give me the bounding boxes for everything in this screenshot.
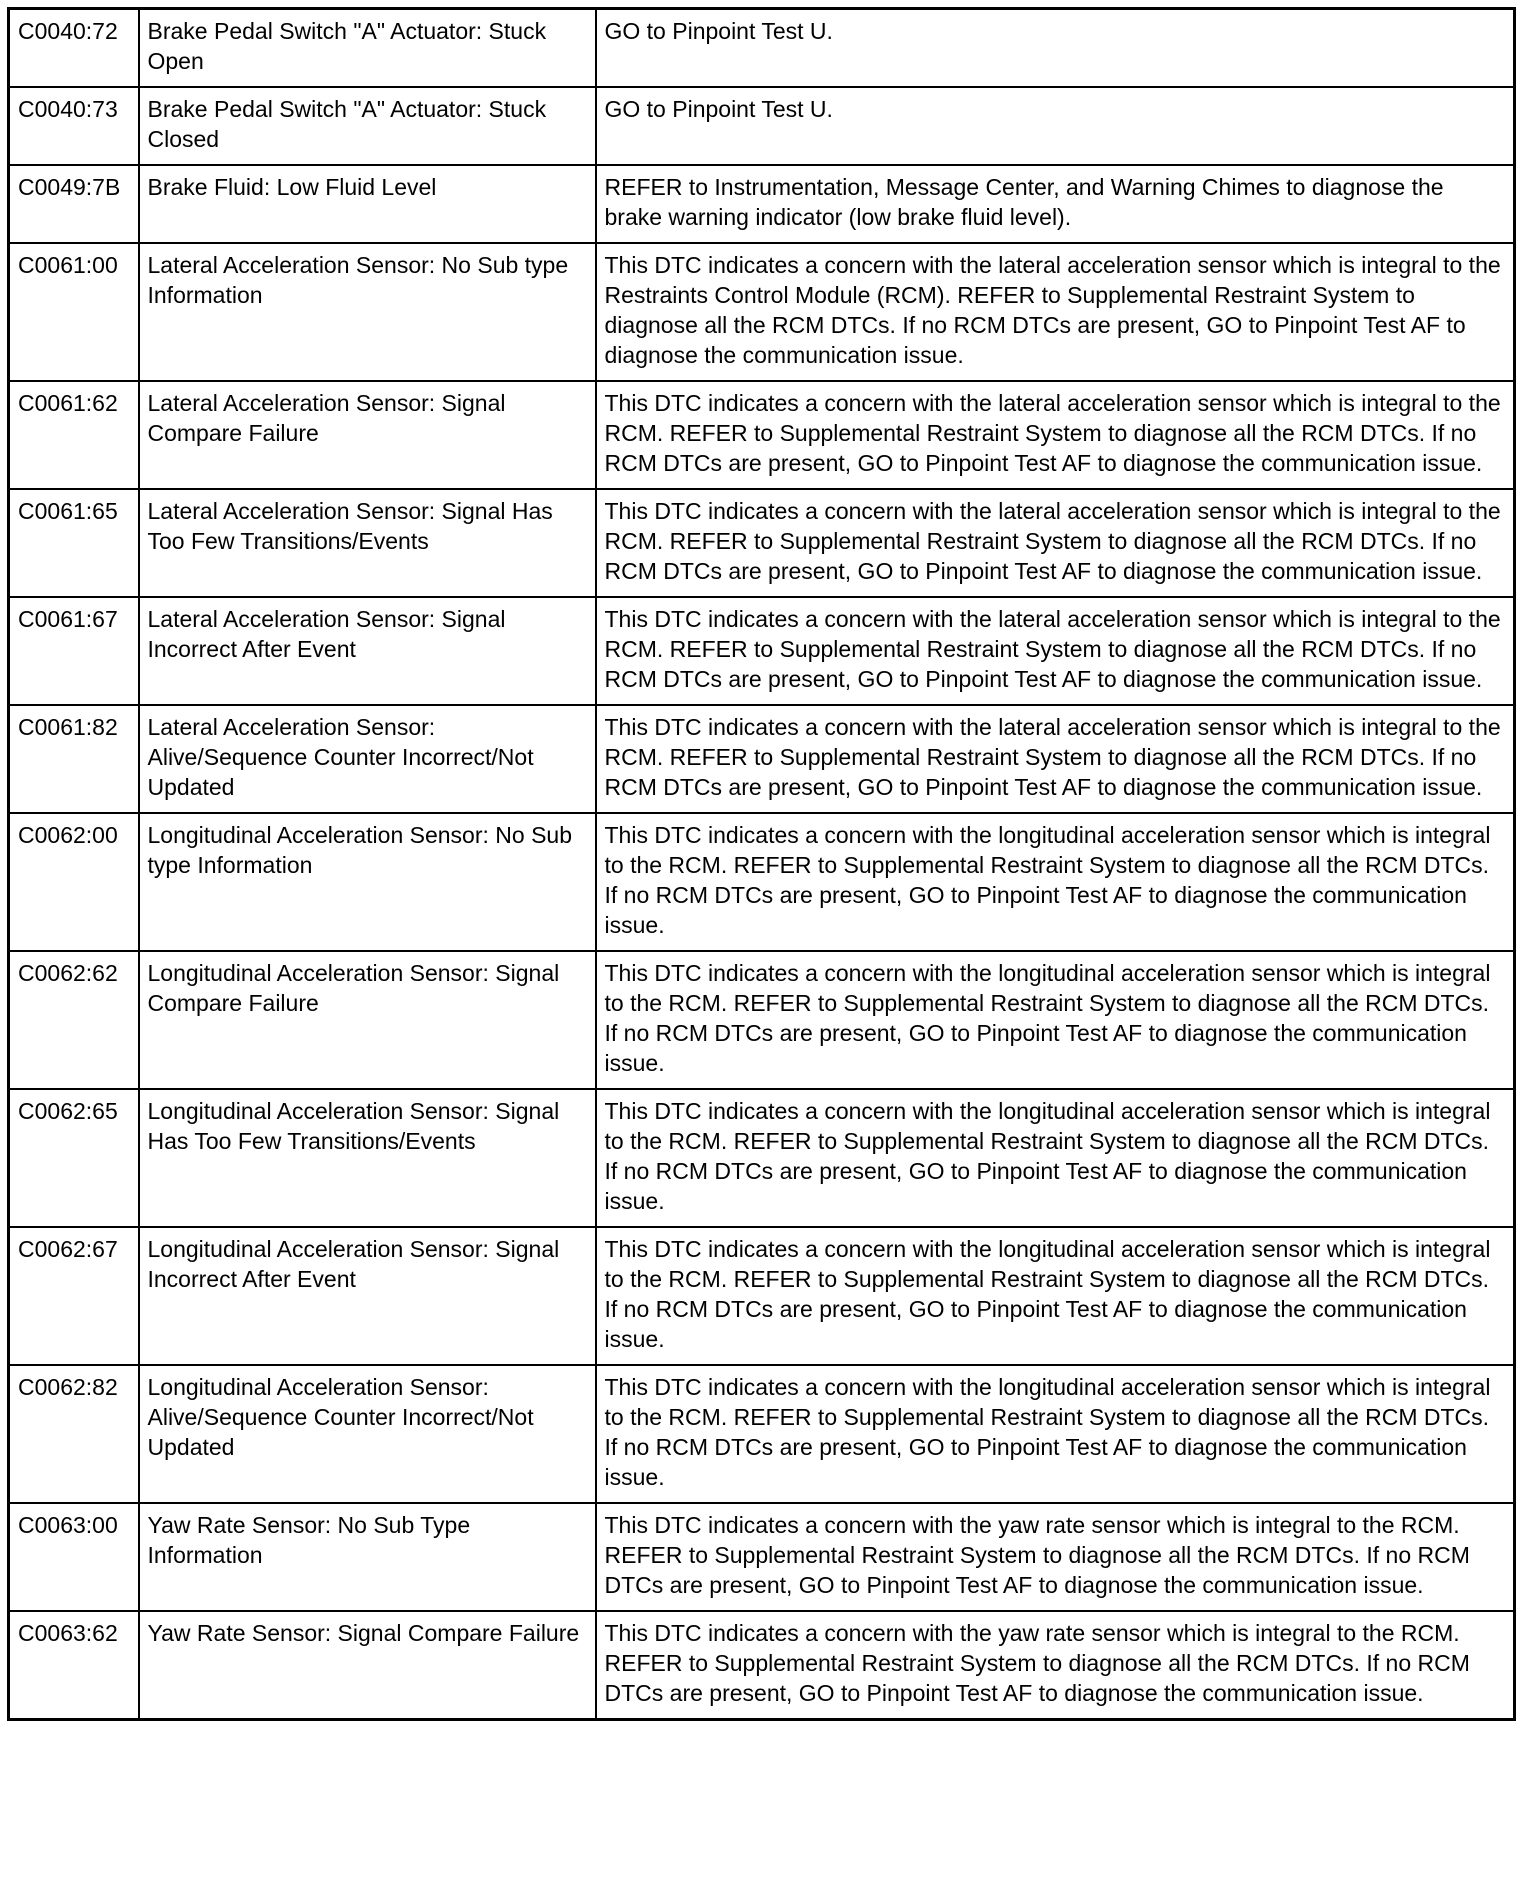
dtc-action-cell: This DTC indicates a concern with the yaw rate sensor which is integral to the RCM. REFER to Supplemental Restraint System to diagnose all the RCM DTCs. If no RCM DTCs are present, GO to Pinpoint Test AF to diagnose the communication issue.: [596, 1611, 1515, 1720]
dtc-table: [7, 7, 1516, 1721]
dtc-description-cell: Brake Pedal Switch "A" Actuator: Stuck Open: [139, 9, 596, 88]
dtc-code-cell: C0061:67: [9, 597, 139, 705]
table-row: [9, 1503, 1515, 1611]
dtc-action-cell: This DTC indicates a concern with the lateral acceleration sensor which is integral to the RCM. REFER to Supplemental Restraint System to diagnose all the RCM DTCs. If no RCM DTCs are present, GO to Pinpoint Test AF to diagnose the communication issue.: [596, 705, 1515, 813]
dtc-action-cell: This DTC indicates a concern with the lateral acceleration sensor which is integral to the RCM. REFER to Supplemental Restraint System to diagnose all the RCM DTCs. If no RCM DTCs are present, GO to Pinpoint Test AF to diagnose the communication issue.: [596, 597, 1515, 705]
dtc-description-cell: Lateral Acceleration Sensor: Alive/Sequence Counter Incorrect/Not Updated: [139, 705, 596, 813]
table-row: [9, 489, 1515, 597]
dtc-code-cell: C0040:72: [9, 9, 139, 88]
dtc-action-cell: GO to Pinpoint Test U.: [596, 9, 1515, 88]
dtc-description-cell: Lateral Acceleration Sensor: Signal Incorrect After Event: [139, 597, 596, 705]
dtc-code-cell: C0061:65: [9, 489, 139, 597]
dtc-code-cell: C0063:62: [9, 1611, 139, 1720]
dtc-description-cell: Yaw Rate Sensor: Signal Compare Failure: [139, 1611, 596, 1720]
table-row: [9, 597, 1515, 705]
dtc-code-cell: C0063:00: [9, 1503, 139, 1611]
table-row: [9, 813, 1515, 951]
table-row: [9, 705, 1515, 813]
dtc-action-cell: This DTC indicates a concern with the longitudinal acceleration sensor which is integral to the RCM. REFER to Supplemental Restraint System to diagnose all the RCM DTCs. If no RCM DTCs are present, GO to Pinpoint Test AF to diagnose the communication issue.: [596, 1227, 1515, 1365]
dtc-action-cell: This DTC indicates a concern with the longitudinal acceleration sensor which is integral to the RCM. REFER to Supplemental Restraint System to diagnose all the RCM DTCs. If no RCM DTCs are present, GO to Pinpoint Test AF to diagnose the communication issue.: [596, 951, 1515, 1089]
table-row: [9, 381, 1515, 489]
dtc-action-cell: This DTC indicates a concern with the lateral acceleration sensor which is integral to the RCM. REFER to Supplemental Restraint System to diagnose all the RCM DTCs. If no RCM DTCs are present, GO to Pinpoint Test AF to diagnose the communication issue.: [596, 381, 1515, 489]
dtc-description-cell: Longitudinal Acceleration Sensor: Alive/Sequence Counter Incorrect/Not Updated: [139, 1365, 596, 1503]
dtc-action-cell: This DTC indicates a concern with the lateral acceleration sensor which is integral to the RCM. REFER to Supplemental Restraint System to diagnose all the RCM DTCs. If no RCM DTCs are present, GO to Pinpoint Test AF to diagnose the communication issue.: [596, 489, 1515, 597]
dtc-action-cell: This DTC indicates a concern with the lateral acceleration sensor which is integral to the Restraints Control Module (RCM). REFER to Supplemental Restraint System to diagnose all the RCM DTCs. If no RCM DTCs are present, GO to Pinpoint Test AF to diagnose the communication issue.: [596, 243, 1515, 381]
dtc-code-cell: C0049:7B: [9, 165, 139, 243]
dtc-description-cell: Longitudinal Acceleration Sensor: Signal Has Too Few Transitions/Events: [139, 1089, 596, 1227]
table-row: [9, 87, 1515, 165]
dtc-table-body: [9, 9, 1515, 1720]
dtc-description-cell: Longitudinal Acceleration Sensor: Signal Incorrect After Event: [139, 1227, 596, 1365]
table-row: [9, 9, 1515, 88]
table-row: [9, 1227, 1515, 1365]
dtc-description-cell: Longitudinal Acceleration Sensor: No Sub type Information: [139, 813, 596, 951]
dtc-code-cell: C0061:62: [9, 381, 139, 489]
dtc-code-cell: C0062:65: [9, 1089, 139, 1227]
table-row: [9, 1365, 1515, 1503]
table-row: [9, 951, 1515, 1089]
table-row: [9, 1089, 1515, 1227]
dtc-action-cell: This DTC indicates a concern with the longitudinal acceleration sensor which is integral to the RCM. REFER to Supplemental Restraint System to diagnose all the RCM DTCs. If no RCM DTCs are present, GO to Pinpoint Test AF to diagnose the communication issue.: [596, 1365, 1515, 1503]
dtc-code-cell: C0062:67: [9, 1227, 139, 1365]
dtc-action-cell: REFER to Instrumentation, Message Center, and Warning Chimes to diagnose the brake warning indicator (low brake fluid level).: [596, 165, 1515, 243]
table-row: [9, 165, 1515, 243]
dtc-code-cell: C0040:73: [9, 87, 139, 165]
dtc-action-cell: This DTC indicates a concern with the longitudinal acceleration sensor which is integral to the RCM. REFER to Supplemental Restraint System to diagnose all the RCM DTCs. If no RCM DTCs are present, GO to Pinpoint Test AF to diagnose the communication issue.: [596, 1089, 1515, 1227]
table-row: [9, 1611, 1515, 1720]
dtc-code-cell: C0062:00: [9, 813, 139, 951]
dtc-code-cell: C0062:62: [9, 951, 139, 1089]
dtc-description-cell: Yaw Rate Sensor: No Sub Type Information: [139, 1503, 596, 1611]
dtc-action-cell: GO to Pinpoint Test U.: [596, 87, 1515, 165]
dtc-description-cell: Lateral Acceleration Sensor: Signal Compare Failure: [139, 381, 596, 489]
dtc-code-cell: C0062:82: [9, 1365, 139, 1503]
dtc-code-cell: C0061:82: [9, 705, 139, 813]
dtc-description-cell: Brake Pedal Switch "A" Actuator: Stuck Closed: [139, 87, 596, 165]
dtc-action-cell: This DTC indicates a concern with the yaw rate sensor which is integral to the RCM. REFER to Supplemental Restraint System to diagnose all the RCM DTCs. If no RCM DTCs are present, GO to Pinpoint Test AF to diagnose the communication issue.: [596, 1503, 1515, 1611]
dtc-description-cell: Longitudinal Acceleration Sensor: Signal Compare Failure: [139, 951, 596, 1089]
dtc-action-cell: This DTC indicates a concern with the longitudinal acceleration sensor which is integral to the RCM. REFER to Supplemental Restraint System to diagnose all the RCM DTCs. If no RCM DTCs are present, GO to Pinpoint Test AF to diagnose the communication issue.: [596, 813, 1515, 951]
dtc-description-cell: Brake Fluid: Low Fluid Level: [139, 165, 596, 243]
table-row: [9, 243, 1515, 381]
dtc-code-cell: C0061:00: [9, 243, 139, 381]
dtc-description-cell: Lateral Acceleration Sensor: No Sub type Information: [139, 243, 596, 381]
dtc-description-cell: Lateral Acceleration Sensor: Signal Has Too Few Transitions/Events: [139, 489, 596, 597]
